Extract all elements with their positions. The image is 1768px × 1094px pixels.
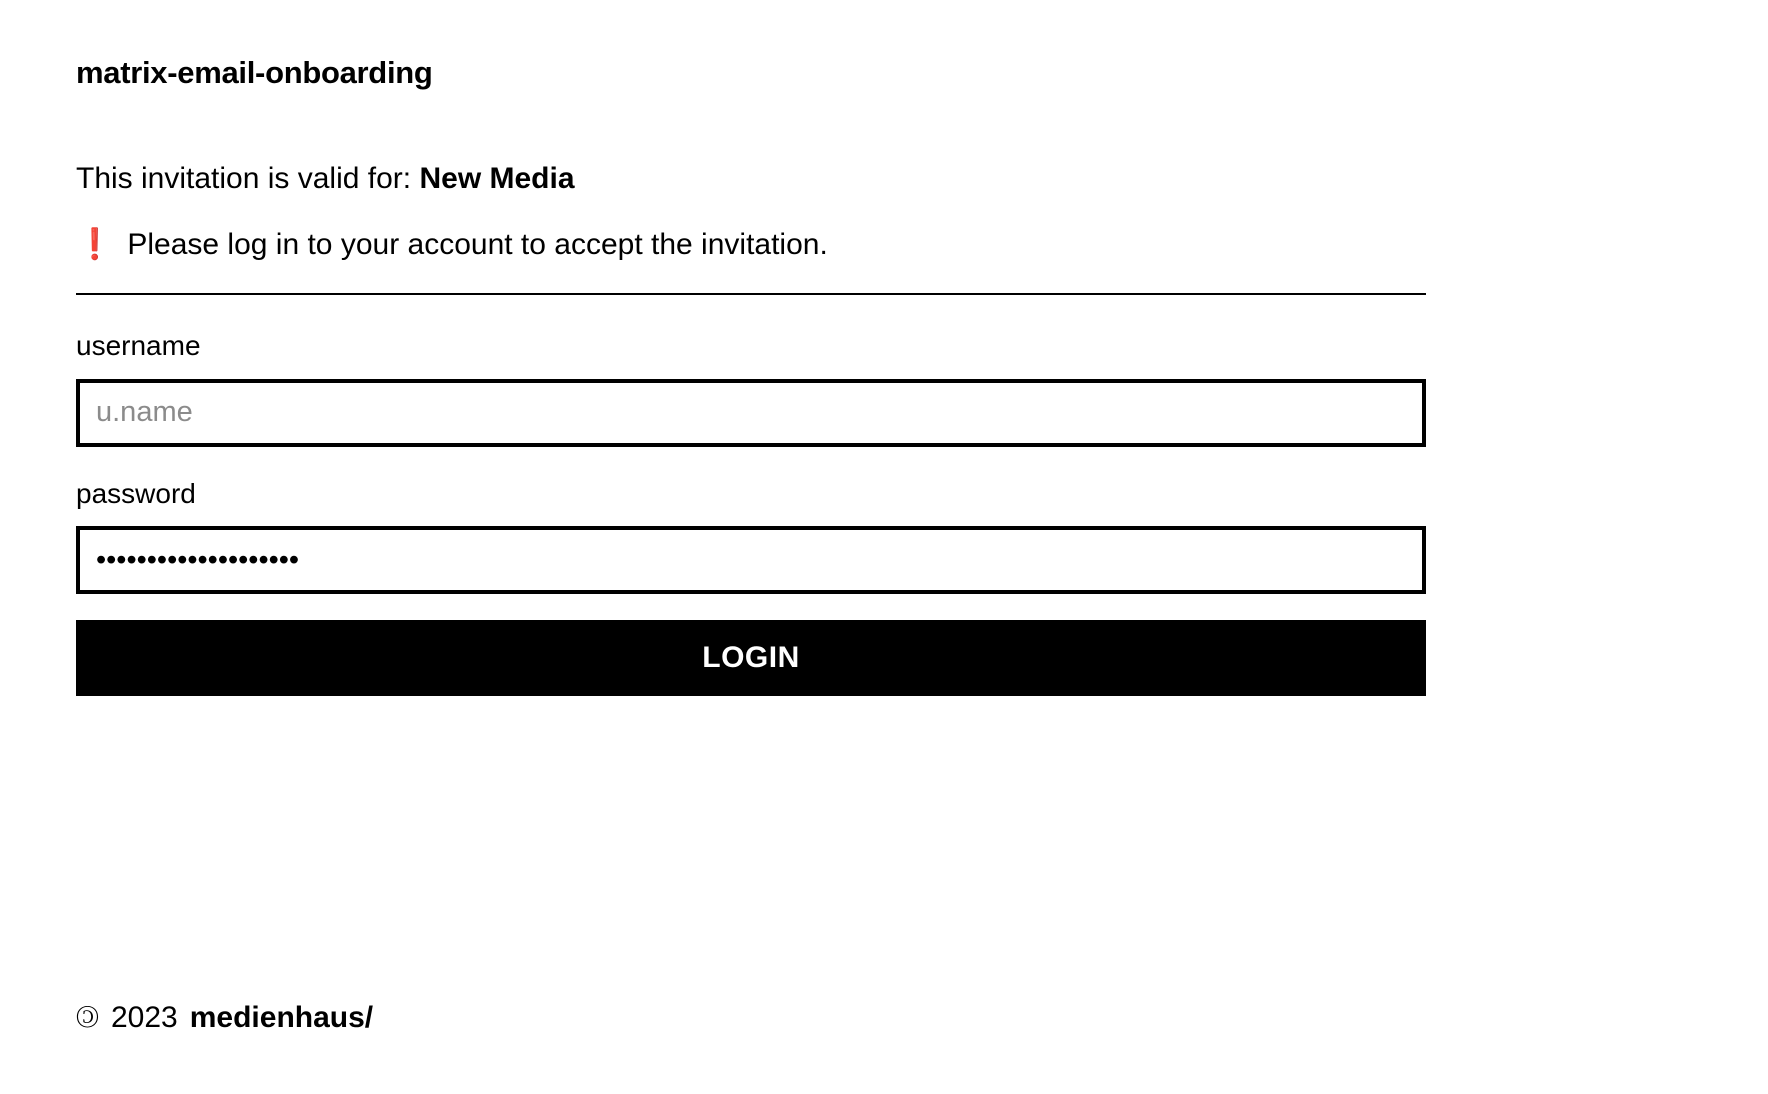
section-divider (76, 293, 1426, 295)
login-button[interactable]: LOGIN (76, 620, 1426, 696)
copyleft-icon: 🄯 (76, 1002, 99, 1033)
footer-brand: medienhaus/ (189, 1001, 374, 1034)
username-input[interactable] (76, 379, 1426, 447)
exclamation-icon: ❗ (76, 228, 114, 262)
invitation-validity-text (76, 161, 1692, 197)
footer (76, 1000, 373, 1036)
invitation-prefix: This invitation is valid for: (76, 162, 412, 196)
password-label: password (76, 477, 196, 509)
page-title: matrix-email-onboarding (76, 55, 433, 90)
password-field-block (76, 477, 1426, 595)
username-label: username (76, 330, 201, 362)
login-required-notice (76, 227, 1692, 263)
invitation-room-name: New Media (419, 162, 575, 196)
password-input[interactable] (76, 526, 1426, 594)
footer-year: 2023 (111, 1001, 178, 1034)
login-form (76, 329, 1426, 696)
username-field-block (76, 329, 1426, 447)
login-required-notice-text: Please log in to your account to accept the invitation. (127, 228, 828, 262)
